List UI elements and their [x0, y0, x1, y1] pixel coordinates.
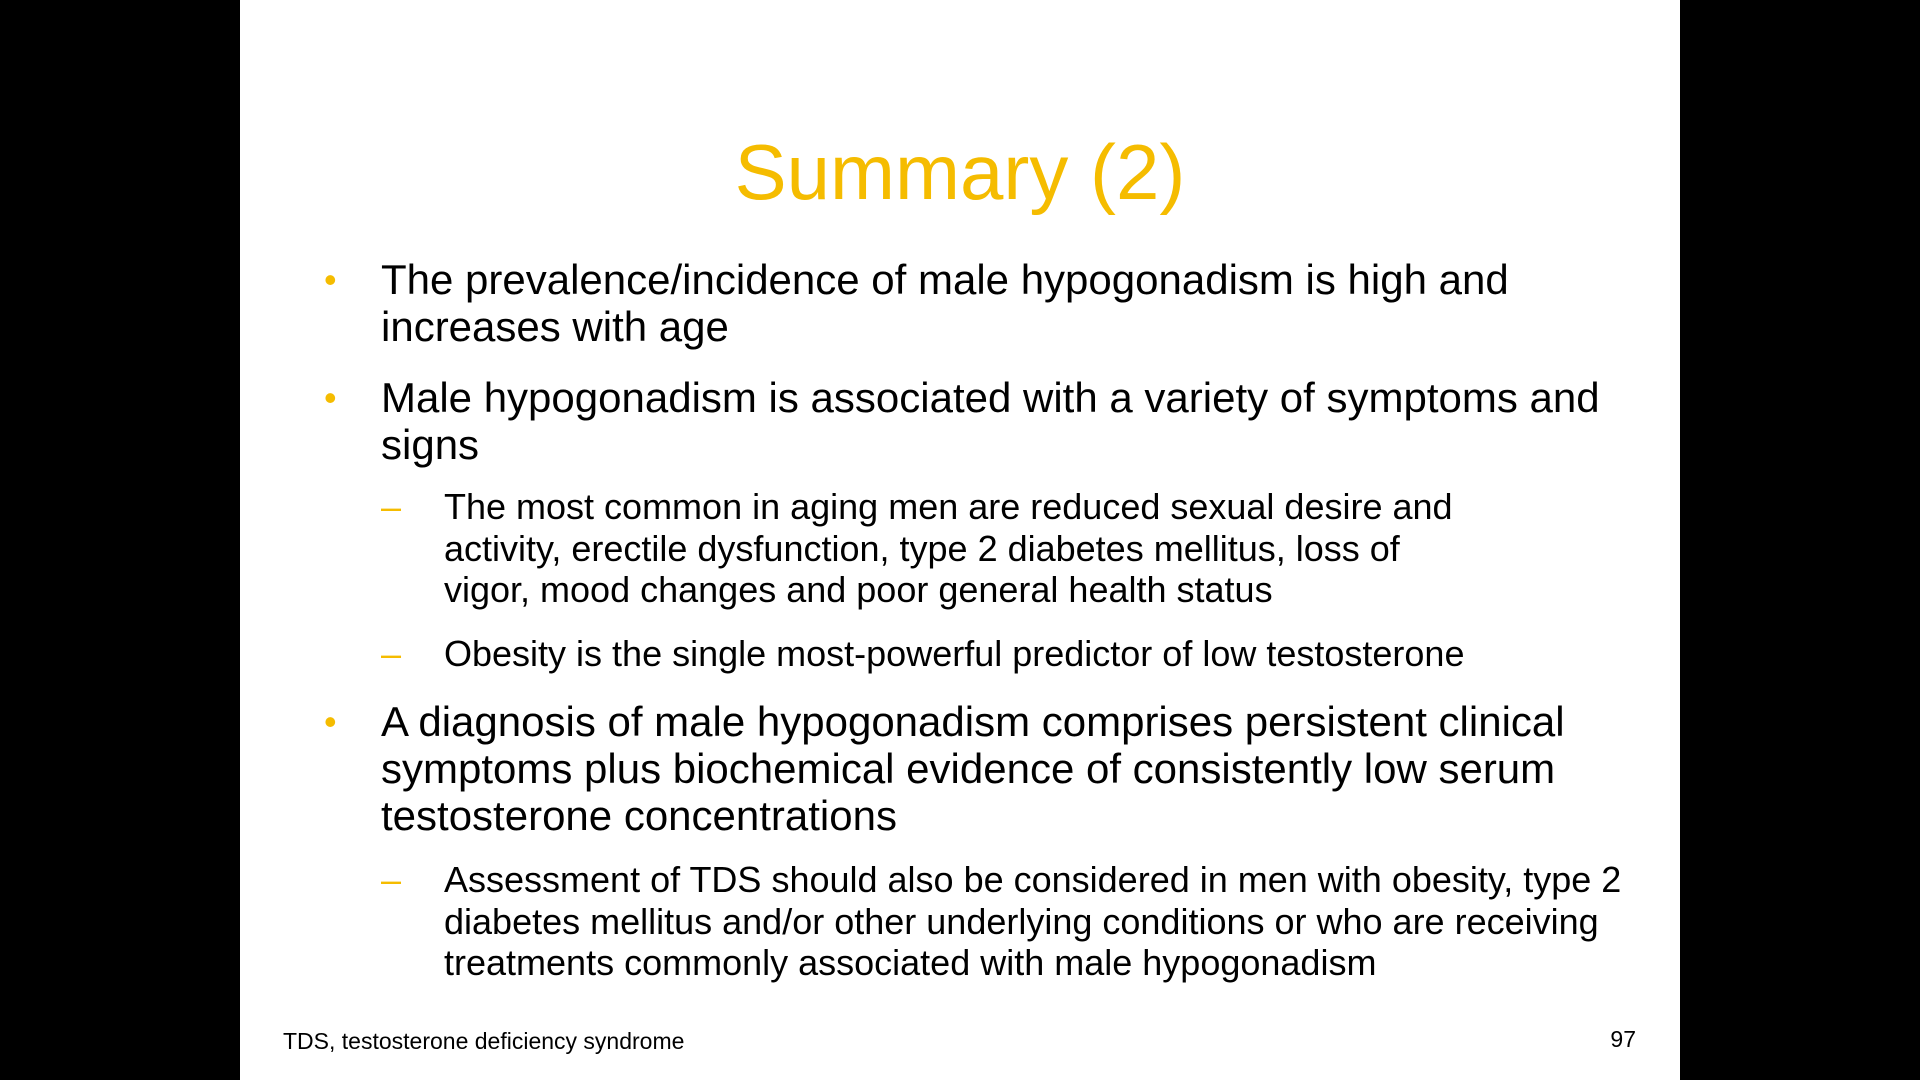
bullet-marker: • — [324, 377, 337, 418]
sub-item-3-1 — [381, 859, 1644, 984]
bullet-marker: • — [324, 701, 337, 742]
bullet-item-2 — [324, 374, 1644, 468]
sub-item-2-2 — [381, 633, 1644, 675]
slide-title: Summary (2) — [734, 128, 1186, 216]
bullet-item-1 — [324, 256, 1644, 350]
sub-text: Assessment of TDS should also be considered in men with obesity, type 2 diabetes mellitus and/or other underlying conditions or who are receiving treatments commonly associated with male hypogonadism — [444, 859, 1622, 983]
sub-text: Obesity is the single most-powerful predictor of low testosterone — [444, 632, 1465, 674]
page-number: 97 — [1610, 1026, 1636, 1052]
sub-item-2-1 — [381, 486, 1644, 611]
bullet-text: The prevalence/incidence of male hypogonadism is high and increases with age — [381, 256, 1509, 350]
sub-text: The most common in aging men are reduced sexual desire and activity, erectile dysfunction, type 2 diabetes mellitus, loss of vigor, mood changes and poor general health status — [444, 486, 1453, 610]
bullet-text: Male hypogonadism is associated with a variety of symptoms and signs — [381, 374, 1600, 468]
sub-marker: – — [381, 859, 402, 900]
bullet-text: A diagnosis of male hypogonadism comprises persistent clinical symptoms plus biochemical evidence of consistently low serum testosterone concentrations — [381, 698, 1565, 839]
bullet-item-3 — [324, 698, 1644, 839]
slide-content — [324, 256, 1644, 984]
slide — [240, 0, 1680, 1080]
bullet-marker: • — [324, 259, 337, 300]
sub-marker: – — [381, 632, 402, 674]
sub-marker: – — [381, 486, 402, 527]
footnote: TDS, testosterone deficiency syndrome — [283, 1028, 685, 1054]
